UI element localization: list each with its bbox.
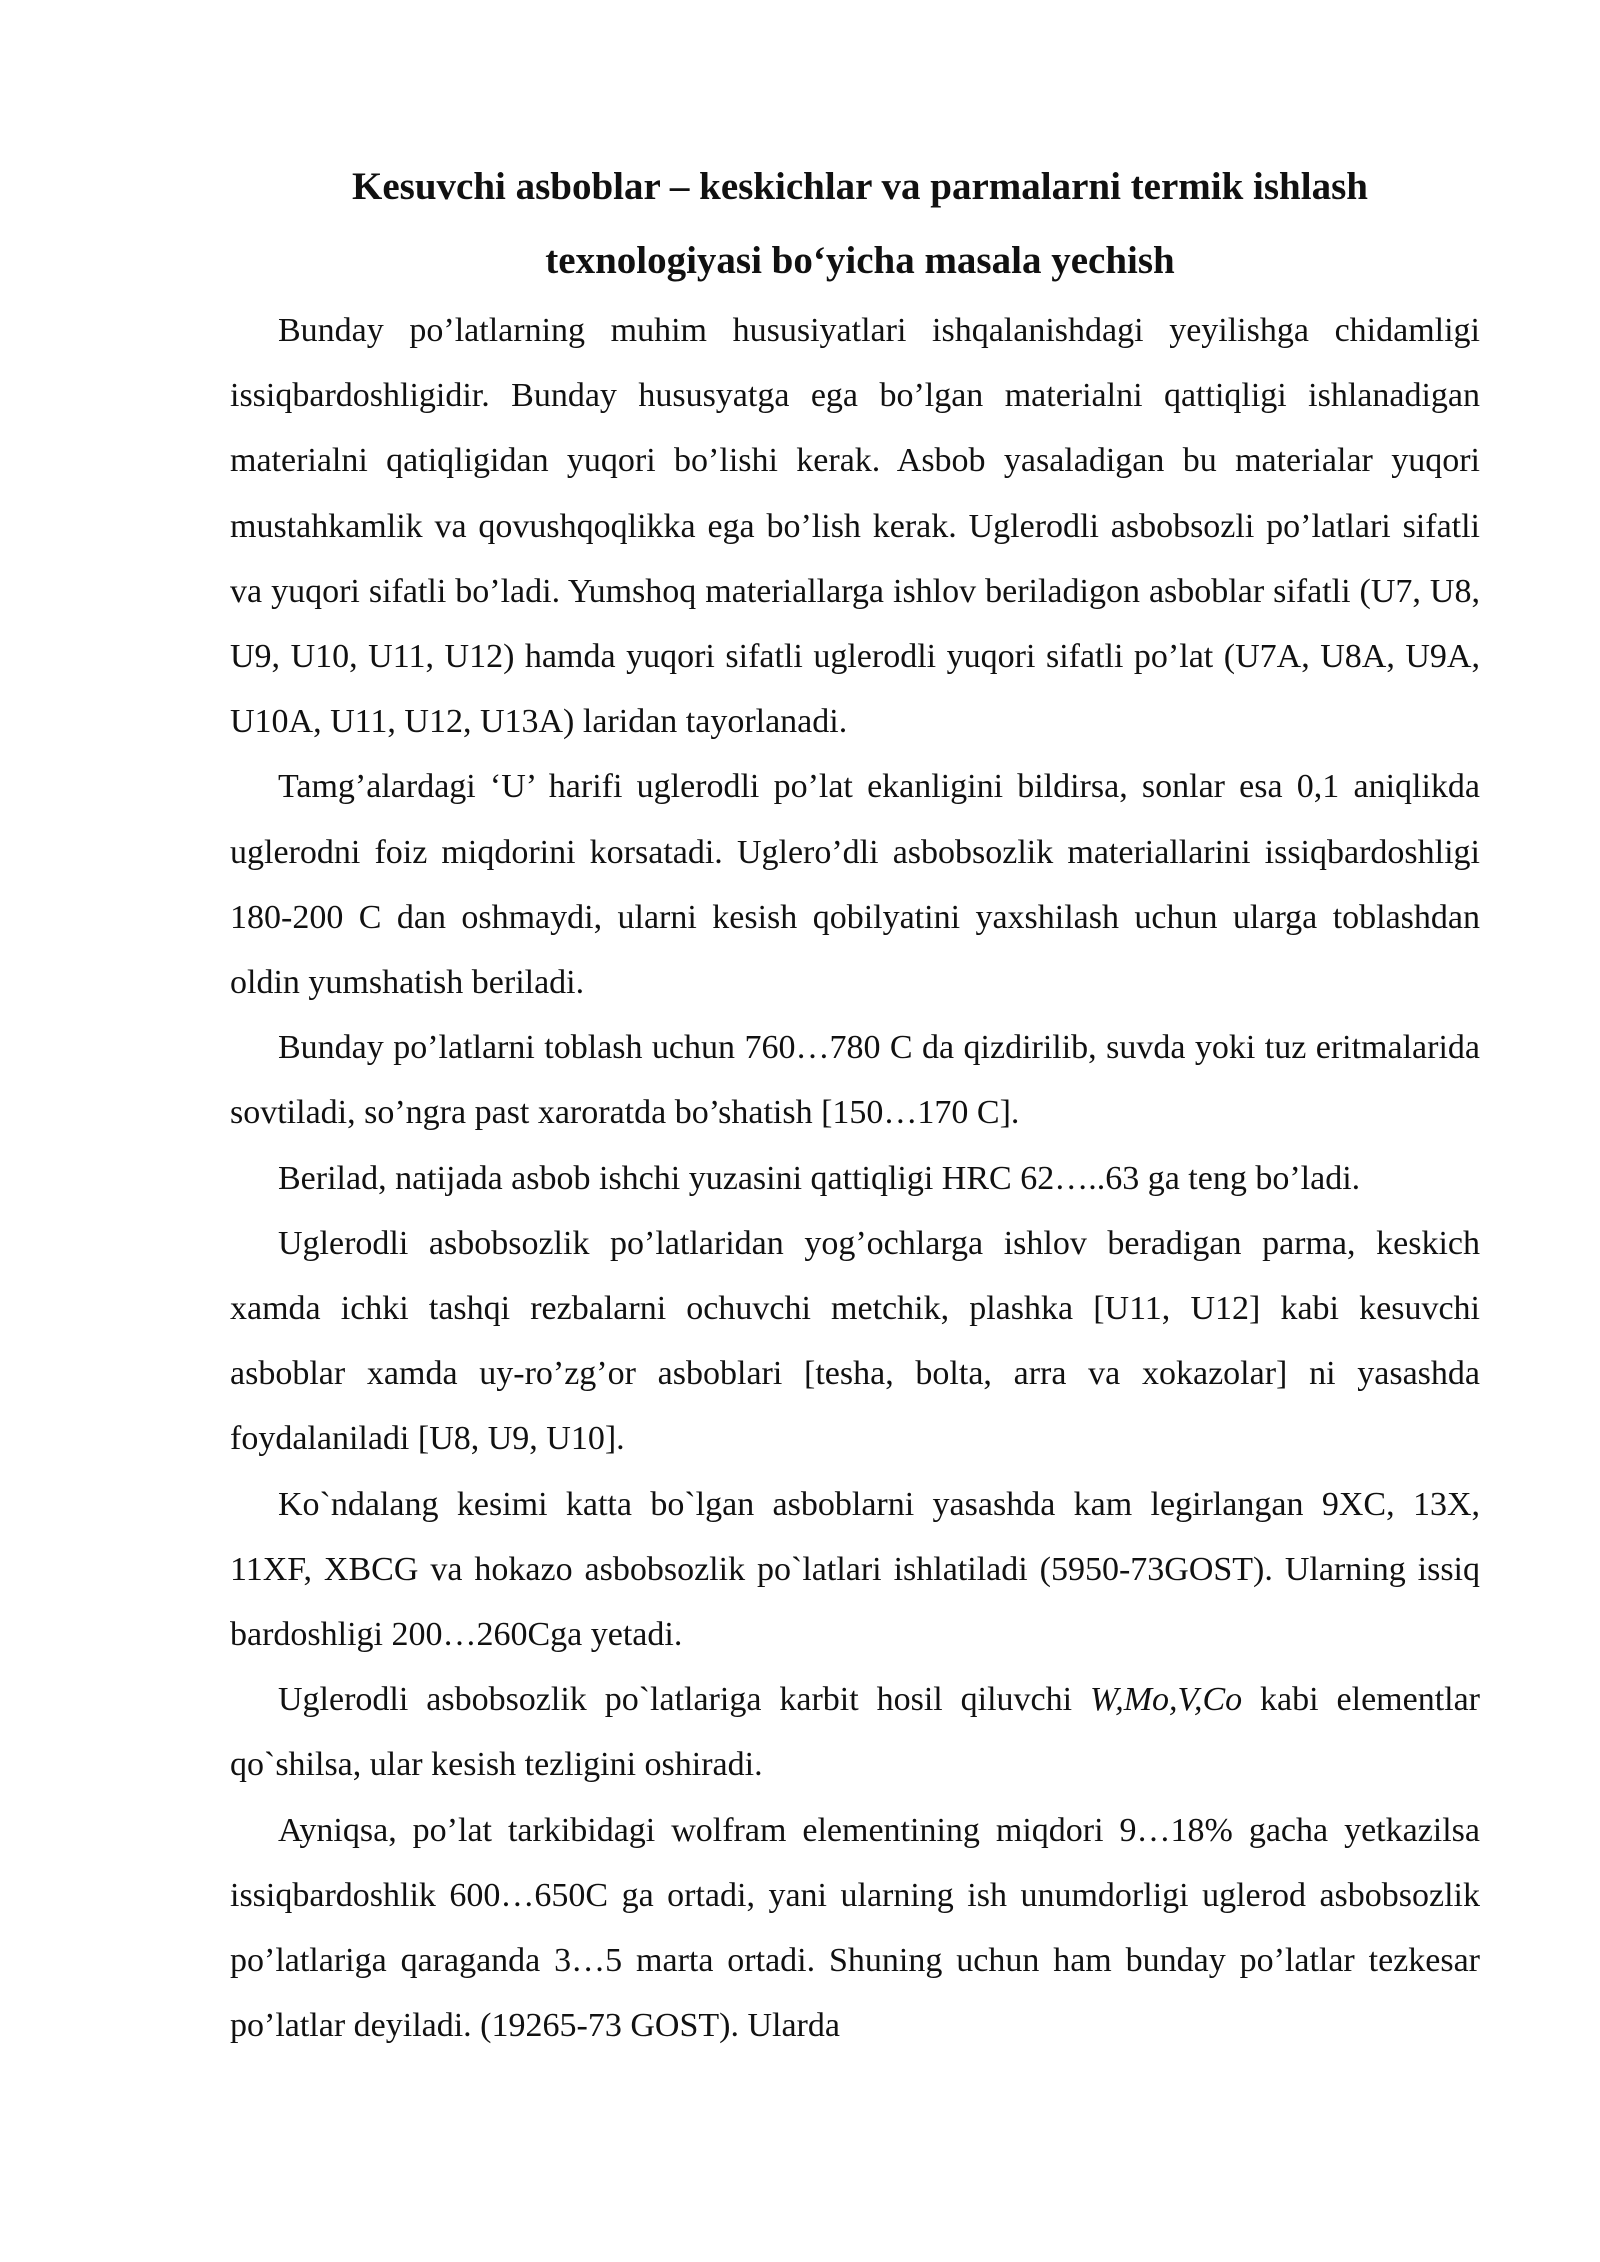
document-title [230,150,1480,298]
paragraph-4: Berilad, natijada asbob ishchi yuzasini qattiqligi HRC 62…..63 ga teng bo’ladi. [278,1159,1361,1197]
paragraph-5: Uglerodli asbobsozlik po’latlaridan yog’ochlarga ishlov beradigan parma, keskich xamda ichki tashqi rezbalarni ochuvchi metchik, plashka [U11, U12] kabi kesuvchi asboblar xamda uy-ro’zg’or asboblari [tesha, bolta, arra va xokazolar] ni yasashda foydalaniladi [U8, U9, U10]. [230,1224,1480,1458]
paragraph-6: Ko`ndalang kesimi katta bo`lgan asboblarni yasashda kam legirlangan 9XC, 13X, 11XF, XBCG va hokazo asbobsozlik po`latlari ishlatiladi (5950-73GOST). Ularning issiq bardoshligi 200…260Cga yetadi. [230,1485,1480,1654]
paragraph-3: Bunday po’latlarni toblash uchun 760…780 C da qizdirilib, suvda yoki tuz eritmalarida sovtiladi, so’ngra past xaroratda bo’shatish [150…170 C]. [230,1029,1480,1132]
document-page [230,150,1480,2058]
paragraph-1: Bunday po’latlarning muhim hususiyatlari ishqalanishdagi yeyilishga chidamligi issiqbardoshligidir. Bunday hususyatga ega bo’lgan materialni qattiqligi ishlanadigan materialni qatiqligidan yuqori bo’lishi kerak. Asbob yasaladigan bu materialar yuqori mustahkamlik va qovushqoqlikka ega bo’lish kerak. Uglerodli asbobsozli po’latlari sifatli va yuqori sifatli bo’ladi. Yumshoq materiallarga ishlov beriladigon asboblar sifatli (U7, U8, U9, U10, U11, U12) hamda yuqori sifatli uglerodli yuqori sifatli po’lat (U7A, U8A, U9A, U10A, U11, U12, U13A) laridan tayorlanadi. [230,312,1480,741]
paragraph-8: Ayniqsa, po’lat tarkibidagi wolfram elementining miqdori 9…18% gacha yetkazilsa issiqbardoshlik 600…650C ga ortadi, yani ularning ish unumdorligi uglerod asbobsozlik po’latlariga qaraganda 3…5 marta ortadi. Shuning uchun ham bunday po’latlar tezkesar po’latlar deyiladi. (19265-73 GOST). Ularda [230,1811,1480,2045]
paragraph-2: Tamg’alardagi ‘U’ harifi uglerodli po’lat ekanligini bildirsa, sonlar esa 0,1 aniqlikda uglerodni foiz miqdorini korsatadi. Uglero’dli asbobsozlik materiallarini issiqbardoshligi 180-200 C dan oshmaydi, ularni kesish qobilyatini yaxshilash uchun ularga toblashdan oldin yumshatish beriladi. [230,768,1480,1002]
paragraph-7-text-after: kabi elementlar qo`shilsa, ular kesish tezligini oshiradi. [230,1681,1481,1784]
paragraph-7 [230,1667,1480,1797]
paragraph-7-text-before: Uglerodli asbobsozlik po`latlariga karbit hosil qiluvchi [278,1681,1091,1719]
title-line-1: Kesuvchi asboblar – keskichlar va parmalarni termik ishlash [352,165,1368,208]
element-symbols: W,Mo,V,Co [1090,1681,1243,1719]
title-line-2: texnologiyasi bo‘yicha masala yechish [545,239,1175,282]
